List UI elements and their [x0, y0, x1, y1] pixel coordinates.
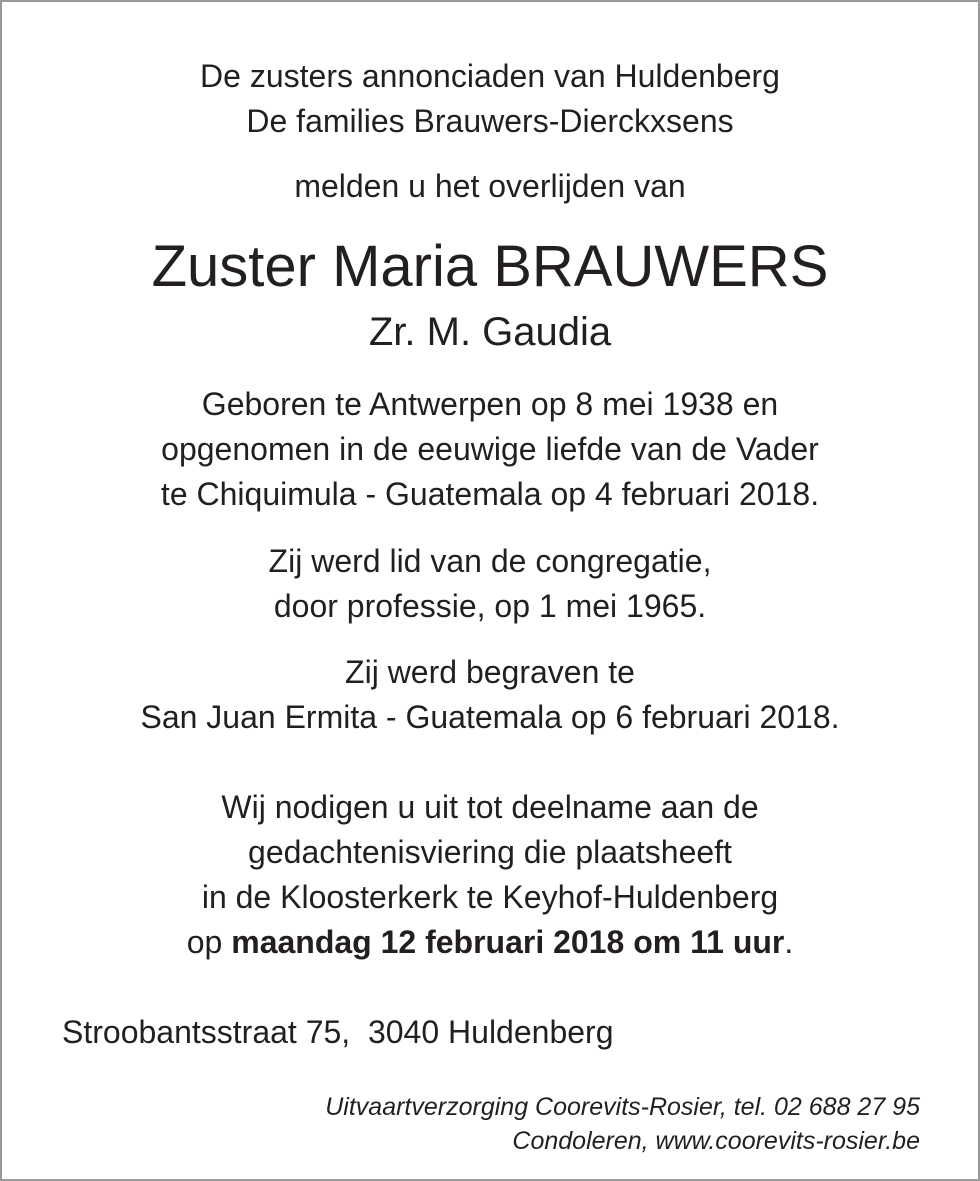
- intro-section: [2, 54, 978, 144]
- profession-section: [2, 539, 978, 629]
- invitation-date-suffix: .: [784, 924, 794, 960]
- burial-line-2: San Juan Ermita - Guatemala op 6 februari 2018.: [140, 699, 840, 735]
- birth-section: [2, 382, 978, 517]
- religious-name: Zr. M. Gaudia: [368, 310, 612, 354]
- invitation-section: [2, 785, 978, 965]
- birth-line-3: te Chiquimula - Guatemala op 4 februari 2018.: [160, 476, 820, 512]
- intro-line-1: De zusters annonciaden van Huldenberg: [200, 58, 780, 94]
- funeral-director-line: Uitvaartverzorging Coorevits-Rosier, tel. 02 688 27 95: [325, 1093, 920, 1121]
- invitation-line-4: [2, 920, 978, 965]
- address: Stroobantsstraat 75, 3040 Huldenberg: [62, 1014, 614, 1050]
- condolence-line: Condoleren, www.coorevits-rosier.be: [512, 1127, 920, 1155]
- invitation-line-1: Wij nodigen u uit tot deelname aan de: [221, 789, 759, 825]
- deceased-name-block: [2, 232, 978, 302]
- announcement-text: melden u het overlijden van: [294, 168, 686, 204]
- announcement: [2, 164, 978, 209]
- burial-section: [2, 650, 978, 740]
- burial-line-1: Zij werd begraven te: [345, 654, 635, 690]
- religious-name-block: [2, 306, 978, 358]
- profession-line-2: door professie, op 1 mei 1965.: [273, 588, 707, 624]
- birth-line-1: Geboren te Antwerpen op 8 mei 1938 en: [201, 386, 779, 422]
- invitation-date-prefix: op: [186, 924, 232, 960]
- invitation-date-time: maandag 12 februari 2018 om 11 uur: [231, 924, 785, 960]
- profession-line-1: Zij werd lid van de congregatie,: [268, 543, 712, 579]
- invitation-line-2: gedachtenisviering die plaatsheeft: [248, 834, 732, 870]
- invitation-line-3: in de Kloosterkerk te Keyhof-Huldenberg: [201, 879, 779, 915]
- funeral-service-footer: [325, 1090, 920, 1158]
- deceased-name: Zuster Maria BRAUWERS: [151, 234, 829, 299]
- intro-line-2: De families Brauwers-Dierckxsens: [246, 103, 734, 139]
- birth-line-2: opgenomen in de eeuwige liefde van de Vader: [161, 431, 819, 467]
